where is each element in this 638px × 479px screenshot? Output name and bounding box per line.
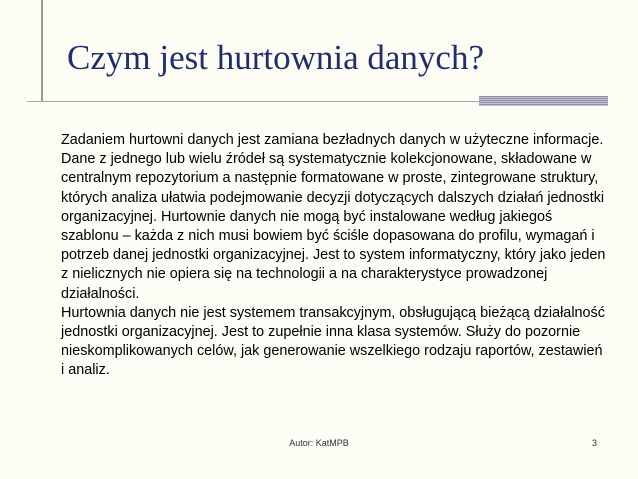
title-divider-accent	[479, 96, 608, 106]
page-number: 3	[592, 438, 598, 448]
footer-author: Autor: KatMPB	[289, 438, 349, 448]
slide-title: Czym jest hurtownia danych?	[67, 38, 484, 77]
body-paragraph-1: Zadaniem hurtowni danych jest zamiana bezładnych danych w użyteczne informacje. Dane z jednego lub wielu źródeł są systematycznie kolekcjonowane, składowane w centralnym repozytorium a następnie formatowane w proste, zintegrowane struktury, których analiza ułatwia podejmowanie decyzji dotyczących dalszych działań jednostki organizacyjnej. Hurtownie danych nie mogą być instalowane według jakiegoś szablonu – każda z nich musi bowiem być ściśle dopasowana do profilu, wymagań i potrzeb danej jednostki organizacyjnej. Jest to system informatyczny, który jako jeden z nielicznych nie opiera się na technologii a na charakterystyce prowadzonej działalności.	[61, 132, 606, 302]
slide-body	[61, 131, 606, 381]
body-paragraph-2: Hurtownia danych nie jest systemem transakcyjnym, obsługującą bieżącą działalność jednostki organizacyjnej. Jest to zupełnie inna klasa systemów. Służy do pozornie nieskomplikowanych celów, jak generowanie wszelkiego rodzaju raportów, zestawień i analiz.	[61, 304, 605, 379]
title-divider	[27, 101, 479, 102]
left-decorative-bar	[41, 0, 43, 102]
